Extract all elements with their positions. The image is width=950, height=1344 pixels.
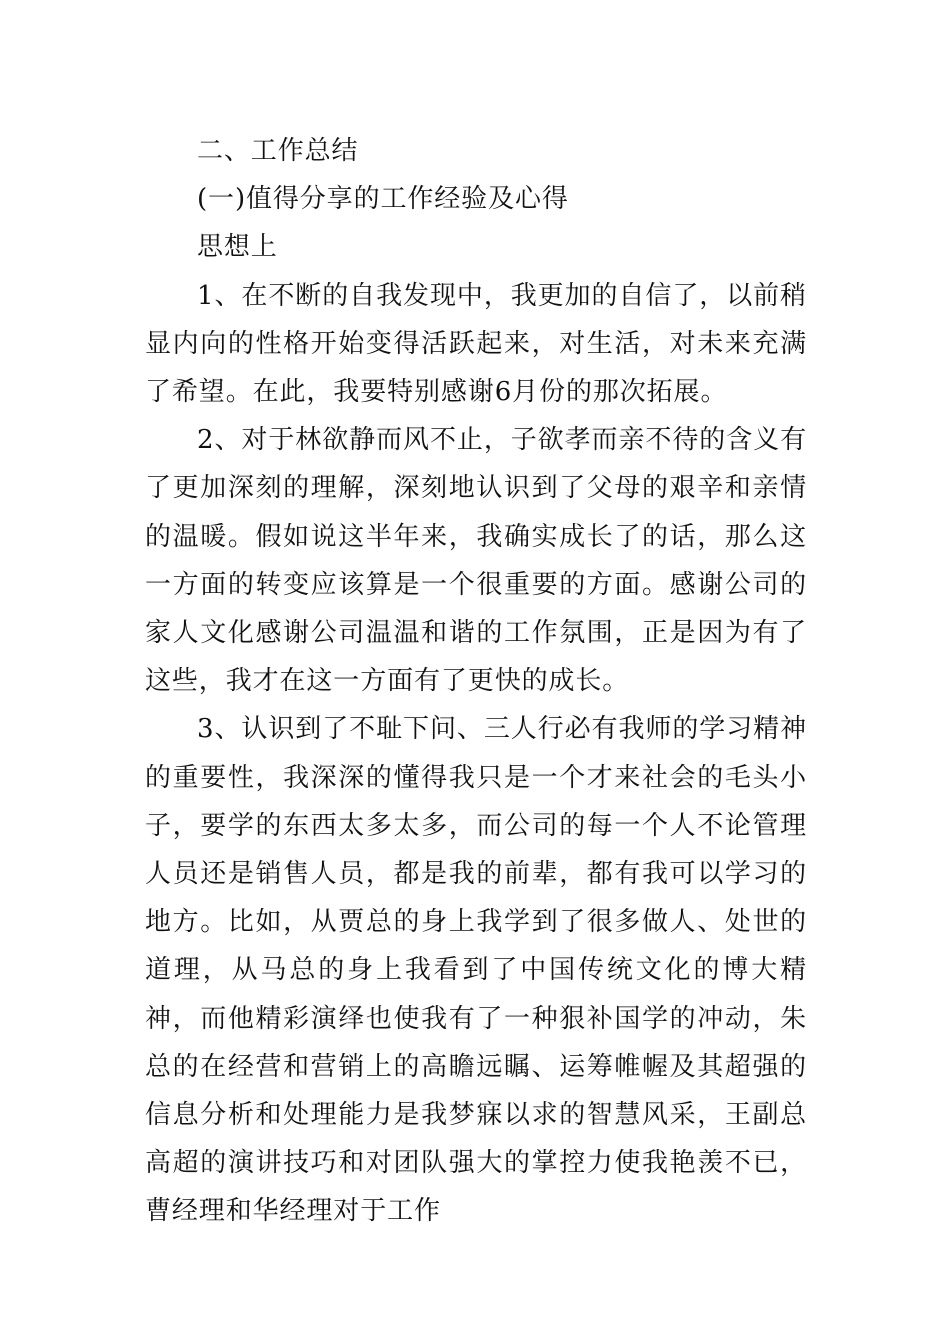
paragraph-1: 1、在不断的自我发现中，我更加的自信了，以前稍显内向的性格开始变得活跃起来，对生活，对未来充满了希望。在此，我要特别感谢6月份的那次拓展。 [145, 280, 807, 408]
section-title: 二、工作总结 [197, 136, 359, 166]
category-label: 思想上 [197, 232, 278, 263]
paragraph-2: 2、对于林欲静而风不止，子欲孝而亲不待的含义有了更加深刻的理解，深刻地认识到了父母的艰辛和亲情的温暖。假如说这半年来，我确实成长了的话，那么这一方面的转变应该算是一个很重要的方面。感谢公司的家人文化感谢公司温温和谐的工作氛围，正是因为有了这些，我才在这一方面有了更快的成长。 [145, 425, 807, 697]
subsection-title: (一)值得分享的工作经验及心得 [197, 184, 569, 215]
paragraph-3: 3、认识到了不耻下问、三人行必有我师的学习精神的重要性，我深深的懂得我只是一个才来社会的毛头小子，要学的东西太多太多，而公司的每一个人不论管理人员还是销售人员，都是我的前辈，都有我可以学习的地方。比如，从贾总的身上我学到了很多做人、处世的道理，从马总的身上我看到了中国传统文化的博大精神，而他精彩演绎也使我有了一种狠补国学的冲动，朱总的在经营和营销上的高瞻远瞩、运筹帷幄及其超强的信息分析和处理能力是我梦寐以求的智慧风采，王副总高超的演讲技巧和对团队强大的掌控力使我艳羡不已，曹经理和华经理对于工作 [145, 714, 807, 1227]
document-body [145, 127, 807, 1236]
